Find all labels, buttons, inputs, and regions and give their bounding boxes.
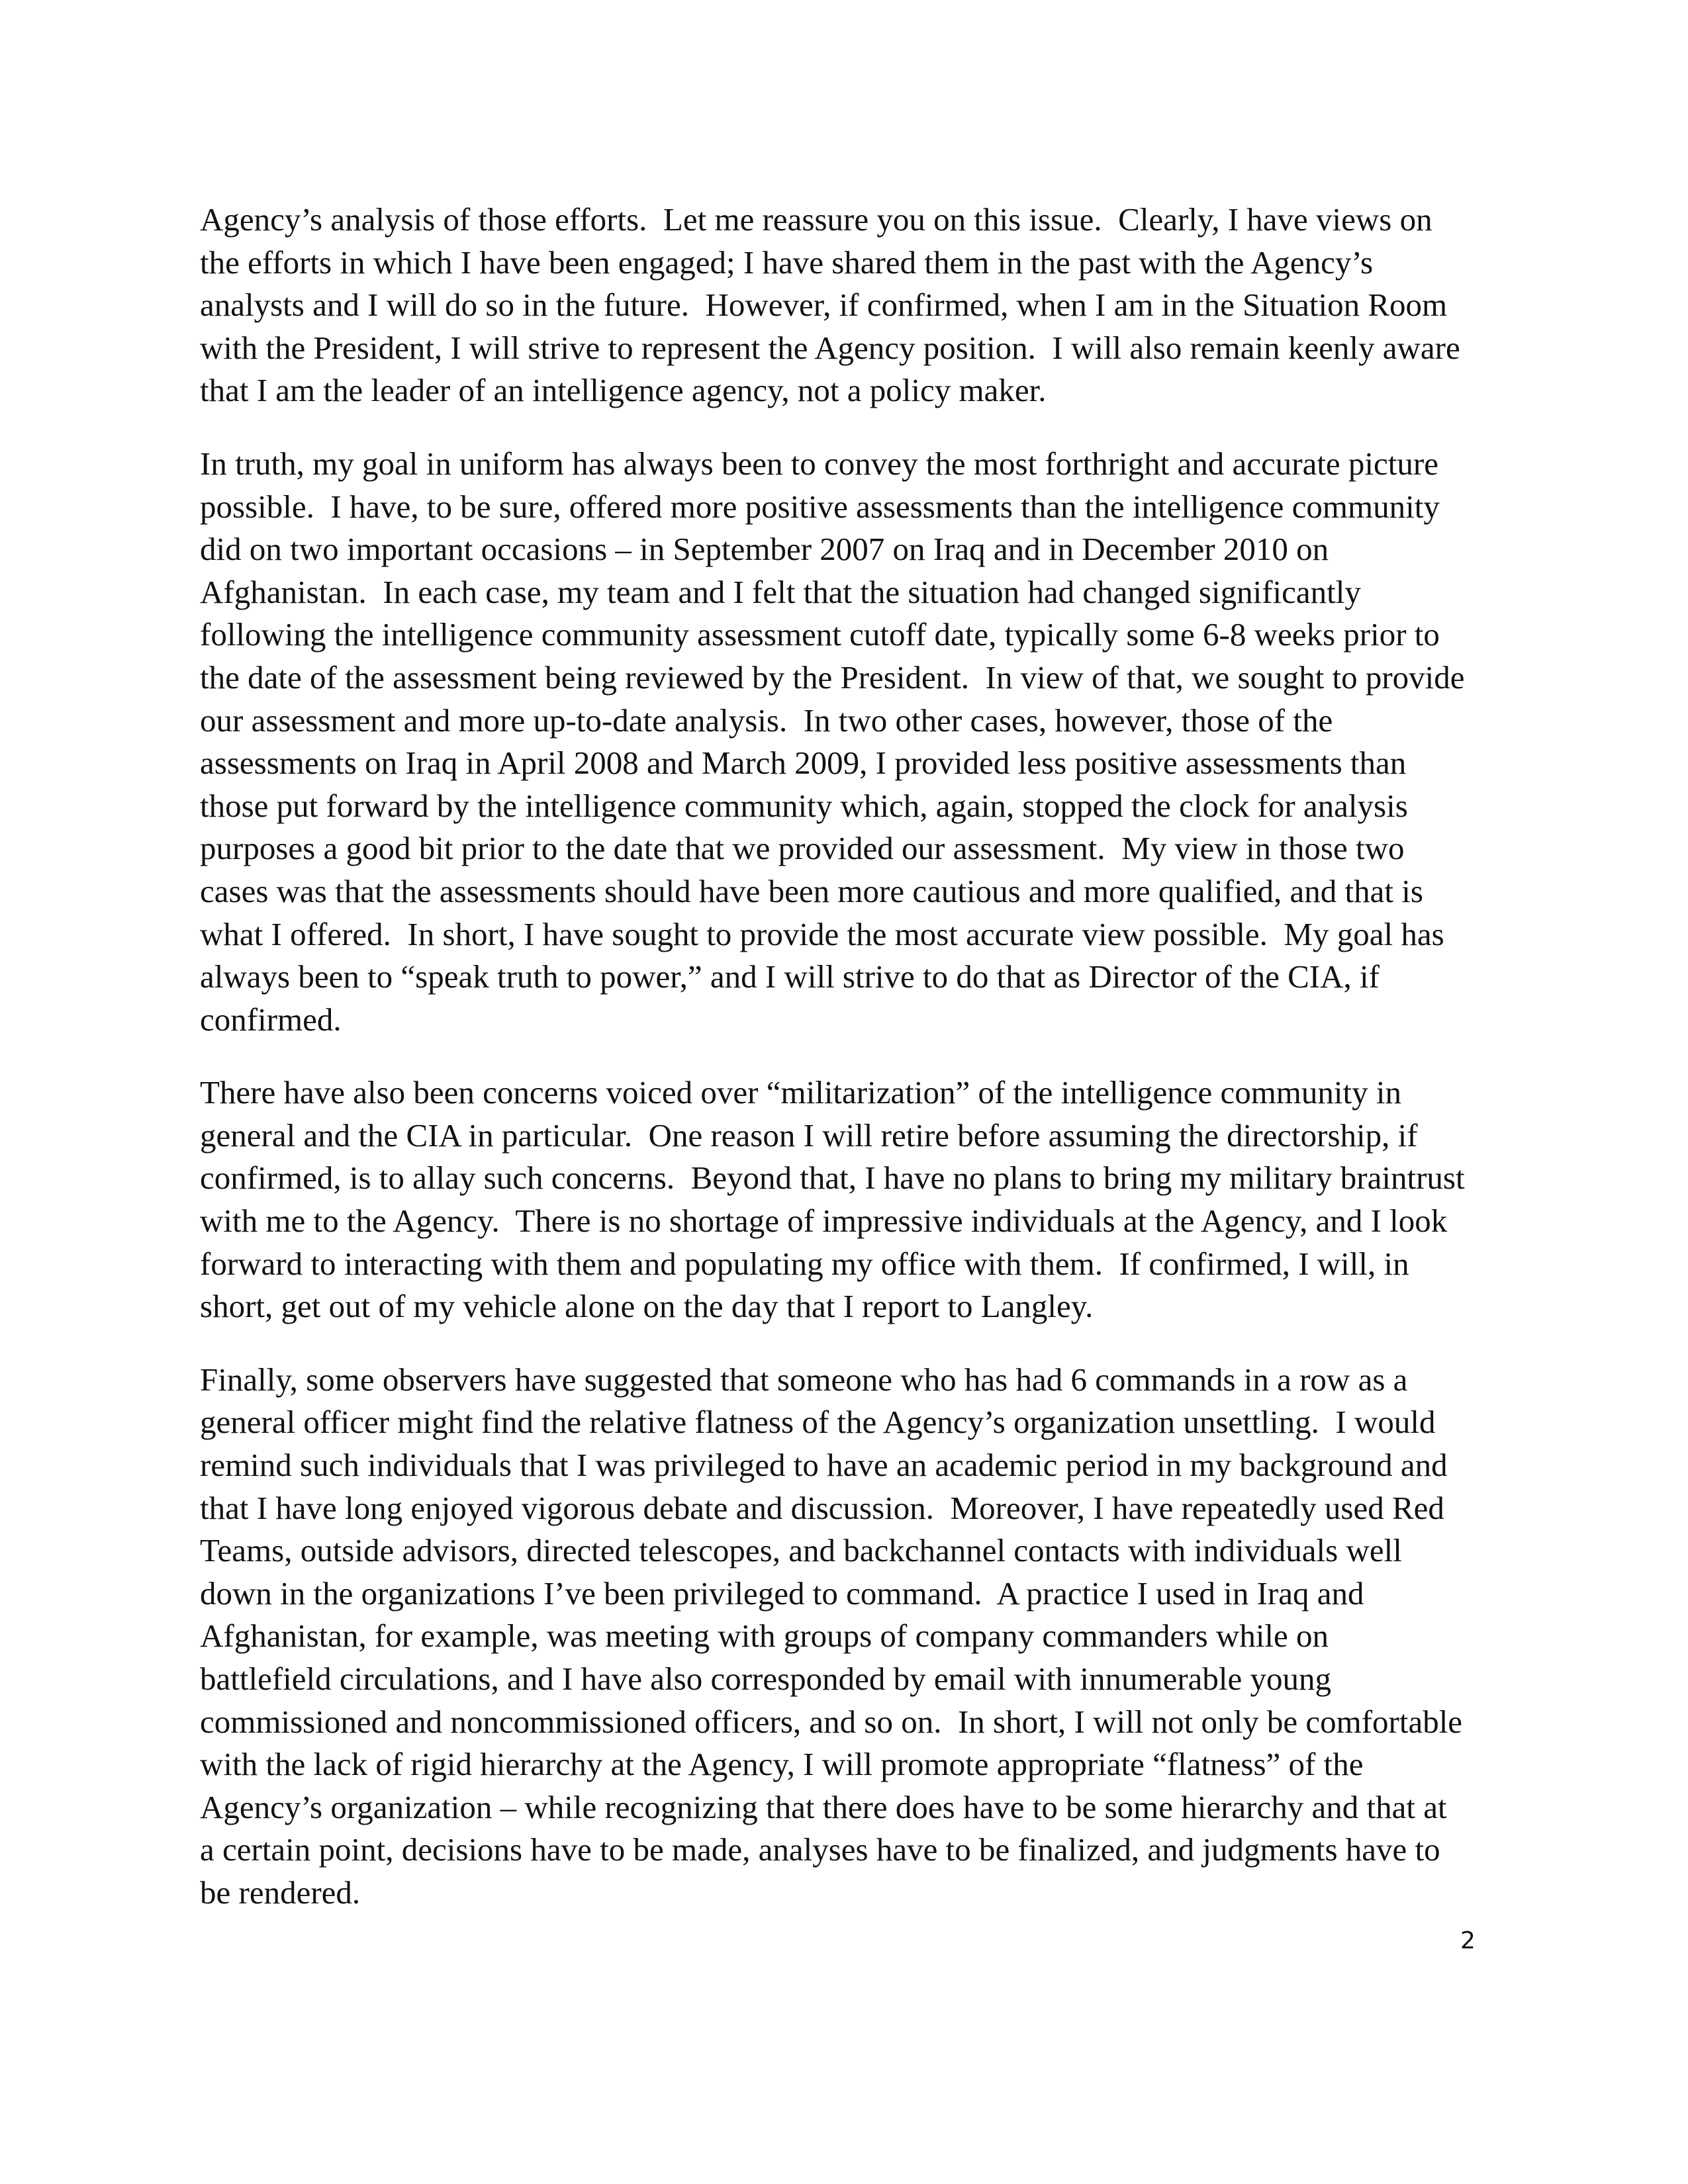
text-line: possible. I have, to be sure, offered more positive assessments than the intelligence community (200, 488, 1440, 525)
text-line: Teams, outside advisors, directed telescopes, and backchannel contacts with individuals well (200, 1532, 1402, 1569)
text-line: forward to interacting with them and populating my office with them. If confirmed, I will, in (200, 1245, 1409, 1282)
text-line: with me to the Agency. There is no shortage of impressive individuals at the Agency, and I look (200, 1203, 1448, 1240)
text-line: be rendered. (200, 1874, 361, 1911)
page-number: 2 (1460, 1927, 1476, 1954)
text-line: what I offered. In short, I have sought to provide the most accurate view possible. My goal has (200, 915, 1444, 952)
document-body (200, 199, 1484, 1945)
text-line: the date of the assessment being reviewed by the President. In view of that, we sought to provide (200, 659, 1465, 696)
text-line: commissioned and noncommissioned officers, and so on. In short, I will not only be comfortable (200, 1703, 1463, 1740)
text-line: Afghanistan, for example, was meeting with groups of company commanders while on (200, 1617, 1329, 1655)
paragraph (200, 199, 1484, 412)
text-line: In truth, my goal in uniform has always been to convey the most forthright and accurate picture (200, 445, 1438, 482)
paragraph (200, 1359, 1484, 1915)
text-line: confirmed. (200, 1001, 342, 1038)
text-line: a certain point, decisions have to be made, analyses have to be finalized, and judgments have to (200, 1831, 1440, 1868)
text-line: battlefield circulations, and I have also corresponded by email with innumerable young (200, 1661, 1332, 1697)
text-line: that I am the leader of an intelligence agency, not a policy maker. (200, 372, 1047, 409)
text-line: Agency’s organization – while recognizing that there does have to be some hierarchy and that at (200, 1788, 1447, 1825)
text-line: down in the organizations I’ve been privileged to command. A practice I used in Iraq and (200, 1574, 1364, 1612)
text-line: short, get out of my vehicle alone on the day that I report to Langley. (200, 1288, 1094, 1325)
text-line: Agency’s analysis of those efforts. Let me reassure you on this issue. Clearly, I have views on (200, 201, 1432, 238)
text-line: general and the CIA in particular. One reason I will retire before assuming the directorship, if (200, 1116, 1418, 1154)
text-line: following the intelligence community assessment cutoff date, typically some 6-8 weeks prior to (200, 616, 1440, 653)
text-line: There have also been concerns voiced over “militarization” of the intelligence community in (200, 1074, 1402, 1111)
text-line: with the President, I will strive to represent the Agency position. I will also remain keenly aware (200, 329, 1460, 366)
text-line: our assessment and more up-to-date analysis. In two other cases, however, those of the (200, 702, 1333, 739)
text-line: the efforts in which I have been engaged; I have shared them in the past with the Agency’s (200, 244, 1374, 281)
text-line: purposes a good bit prior to the date that we provided our assessment. My view in those two (200, 830, 1405, 867)
text-line: assessments on Iraq in April 2008 and March 2009, I provided less positive assessments than (200, 745, 1407, 782)
text-line: cases was that the assessments should have been more cautious and more qualified, and that is (200, 872, 1423, 909)
text-line: always been to “speak truth to power,” and I will strive to do that as Director of the CIA, if (200, 958, 1380, 995)
text-line: Afghanistan. In each case, my team and I felt that the situation had changed significantly (200, 573, 1361, 610)
text-line: general officer might find the relative flatness of the Agency’s organization unsettling. I would (200, 1404, 1436, 1441)
text-line: analysts and I will do so in the future. However, if confirmed, when I am in the Situation Room (200, 287, 1448, 324)
text-line: remind such individuals that I was privileged to have an academic period in my background and (200, 1447, 1448, 1484)
text-line: those put forward by the intelligence community which, again, stopped the clock for analysis (200, 787, 1408, 824)
text-line: confirmed, is to allay such concerns. Beyond that, I have no plans to bring my military braintrust (200, 1160, 1465, 1197)
text-line: did on two important occasions – in September 2007 on Iraq and in December 2010 on (200, 531, 1329, 568)
text-line: that I have long enjoyed vigorous debate and discussion. Moreover, I have repeatedly used Red (200, 1489, 1444, 1526)
text-line: with the lack of rigid hierarchy at the Agency, I will promote appropriate “flatness” of the (200, 1746, 1364, 1783)
paragraph (200, 443, 1484, 1041)
paragraph (200, 1071, 1484, 1328)
text-line: Finally, some observers have suggested that someone who has had 6 commands in a row as a (200, 1361, 1408, 1398)
